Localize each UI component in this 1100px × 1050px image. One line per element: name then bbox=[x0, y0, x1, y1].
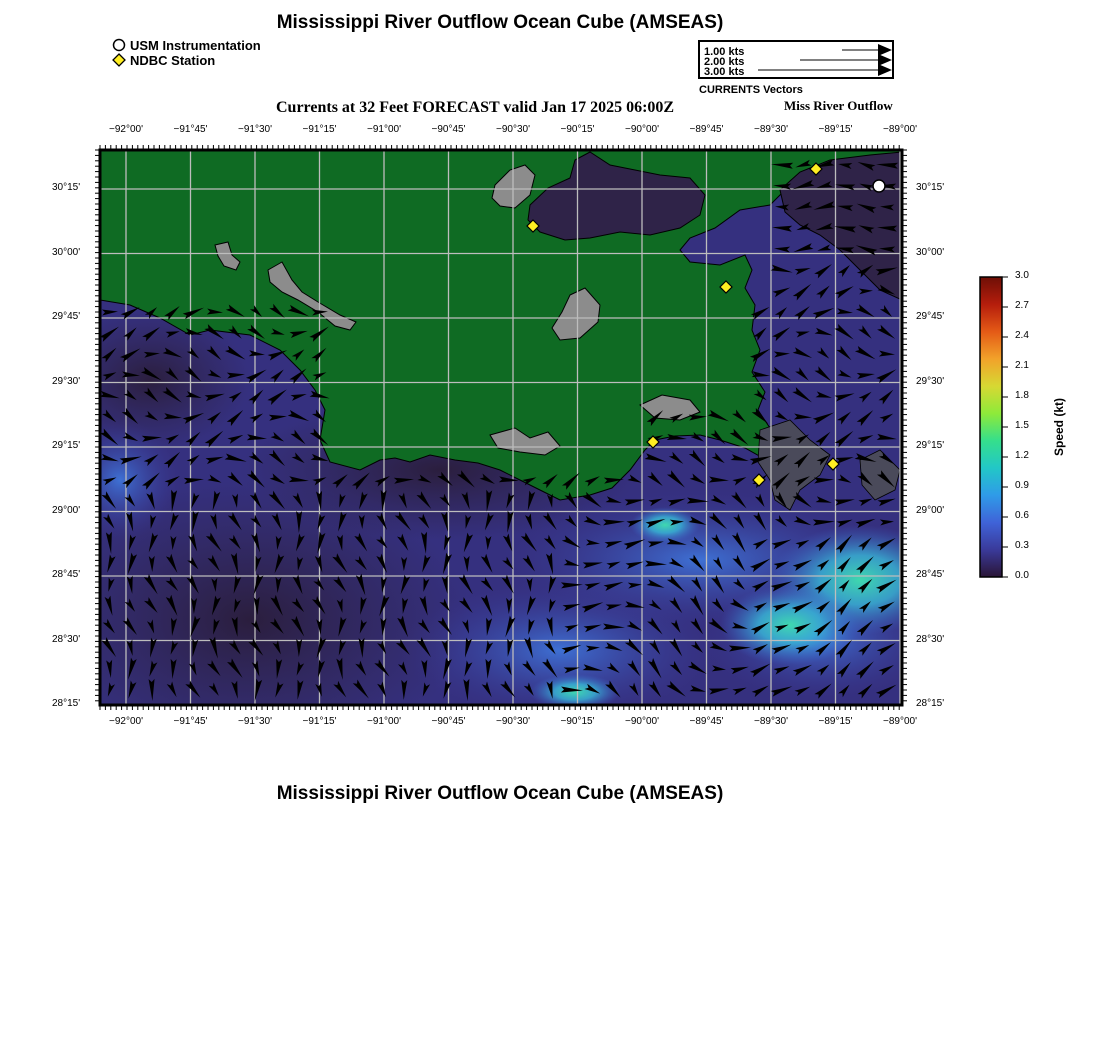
vector-key-caption: CURRENTS Vectors bbox=[699, 84, 803, 96]
forecast-subtitle: Currents at 32 Feet FORECAST valid Jan 17 2025 06:00Z bbox=[276, 99, 675, 116]
lat-tick-label-right: 28°30' bbox=[916, 633, 945, 645]
lon-tick-label-bottom: −90°00' bbox=[625, 716, 659, 727]
lat-tick-label-left: 29°30' bbox=[52, 375, 81, 387]
lon-tick-label-bottom: −89°45' bbox=[689, 716, 724, 727]
colorbar-tick-label: 0.6 bbox=[1015, 510, 1029, 521]
colorbar-tick-label: 2.1 bbox=[1015, 360, 1029, 371]
lat-tick-label-right: 29°00' bbox=[916, 504, 945, 516]
lon-tick-label-bottom: −89°00' bbox=[883, 716, 917, 727]
lat-tick-label-left: 29°15' bbox=[52, 440, 81, 451]
lon-tick-label-top: −90°00' bbox=[625, 124, 659, 135]
lon-tick-label-top: −91°30' bbox=[238, 124, 272, 135]
colorbar-tick-label: 0.9 bbox=[1015, 480, 1029, 491]
lon-tick-label-top: −92°00' bbox=[109, 124, 143, 135]
lat-tick-label-right: 28°45' bbox=[916, 569, 945, 580]
lon-tick-label-top: −90°15' bbox=[560, 124, 595, 135]
lon-tick-label-bottom: −89°30' bbox=[754, 716, 788, 727]
lon-tick-label-bottom: −89°15' bbox=[818, 716, 853, 727]
lat-tick-label-left: 29°00' bbox=[52, 504, 81, 516]
lat-tick-label-right: 28°15' bbox=[916, 698, 945, 709]
lon-tick-label-top: −89°00' bbox=[883, 124, 917, 135]
lon-tick-label-top: −91°00' bbox=[367, 124, 401, 135]
colorbar-tick-label: 1.2 bbox=[1015, 450, 1029, 461]
lat-tick-label-left: 28°45' bbox=[52, 569, 81, 580]
lat-tick-label-left: 28°30' bbox=[52, 633, 81, 645]
lon-tick-label-bottom: −92°00' bbox=[109, 716, 143, 727]
legend-ndbc-label: NDBC Station bbox=[130, 52, 216, 68]
lon-tick-label-bottom: −91°30' bbox=[238, 716, 272, 727]
lat-tick-label-left: 30°00' bbox=[52, 246, 81, 258]
lat-tick-label-left: 30°15' bbox=[52, 182, 81, 193]
lon-tick-label-bottom: −90°45' bbox=[431, 716, 466, 727]
lon-tick-label-top: −91°45' bbox=[173, 124, 208, 135]
lat-tick-label-right: 29°30' bbox=[916, 375, 945, 387]
lon-tick-label-bottom: −91°45' bbox=[173, 716, 208, 727]
lon-tick-label-top: −89°45' bbox=[689, 124, 724, 135]
lon-tick-label-top: −89°15' bbox=[818, 124, 853, 135]
colorbar-tick-label: 2.4 bbox=[1015, 330, 1029, 341]
lon-tick-label-top: −89°30' bbox=[754, 124, 788, 135]
lat-tick-label-left: 29°45' bbox=[52, 311, 81, 322]
colorbar-tick-label: 2.7 bbox=[1015, 300, 1029, 311]
lon-tick-label-bottom: −90°15' bbox=[560, 716, 595, 727]
colorbar-tick-label: 1.5 bbox=[1015, 420, 1029, 431]
lat-tick-label-right: 30°15' bbox=[916, 182, 945, 193]
lon-tick-label-bottom: −91°00' bbox=[367, 716, 401, 727]
colorbar-title: Speed (kt) bbox=[1052, 397, 1067, 457]
map-title: Mississippi River Outflow Ocean Cube (AMSEAS) bbox=[276, 12, 724, 33]
lat-tick-label-right: 30°00' bbox=[916, 246, 945, 258]
lon-tick-label-top: −90°45' bbox=[431, 124, 466, 135]
lon-tick-label-top: −90°30' bbox=[496, 124, 530, 135]
second-map-title: Mississippi River Outflow Ocean Cube (AMSEAS) bbox=[276, 783, 724, 804]
legend-usm-label: USM Instrumentation bbox=[130, 37, 261, 53]
lon-tick-label-top: −91°15' bbox=[302, 124, 337, 135]
colorbar-tick-label: 0.3 bbox=[1015, 540, 1029, 551]
colorbar-tick-label: 1.8 bbox=[1015, 390, 1029, 401]
vector-key-row-3: 3.00 kts bbox=[704, 66, 745, 78]
lon-tick-label-bottom: −91°15' bbox=[302, 716, 337, 727]
vector-key-row-2: 2.00 kts bbox=[704, 56, 745, 68]
vector-key-row-1: 1.00 kts bbox=[704, 46, 745, 58]
lat-tick-label-right: 29°15' bbox=[916, 440, 945, 451]
lon-tick-label-bottom: −90°30' bbox=[496, 716, 530, 727]
usm-station-marker bbox=[873, 180, 885, 192]
lat-tick-label-left: 28°15' bbox=[52, 698, 81, 709]
region-label: Miss River Outflow bbox=[784, 98, 893, 113]
colorbar-tick-label: 0.0 bbox=[1015, 570, 1029, 581]
colorbar-tick-label: 3.0 bbox=[1015, 270, 1029, 281]
lat-tick-label-right: 29°45' bbox=[916, 311, 945, 322]
